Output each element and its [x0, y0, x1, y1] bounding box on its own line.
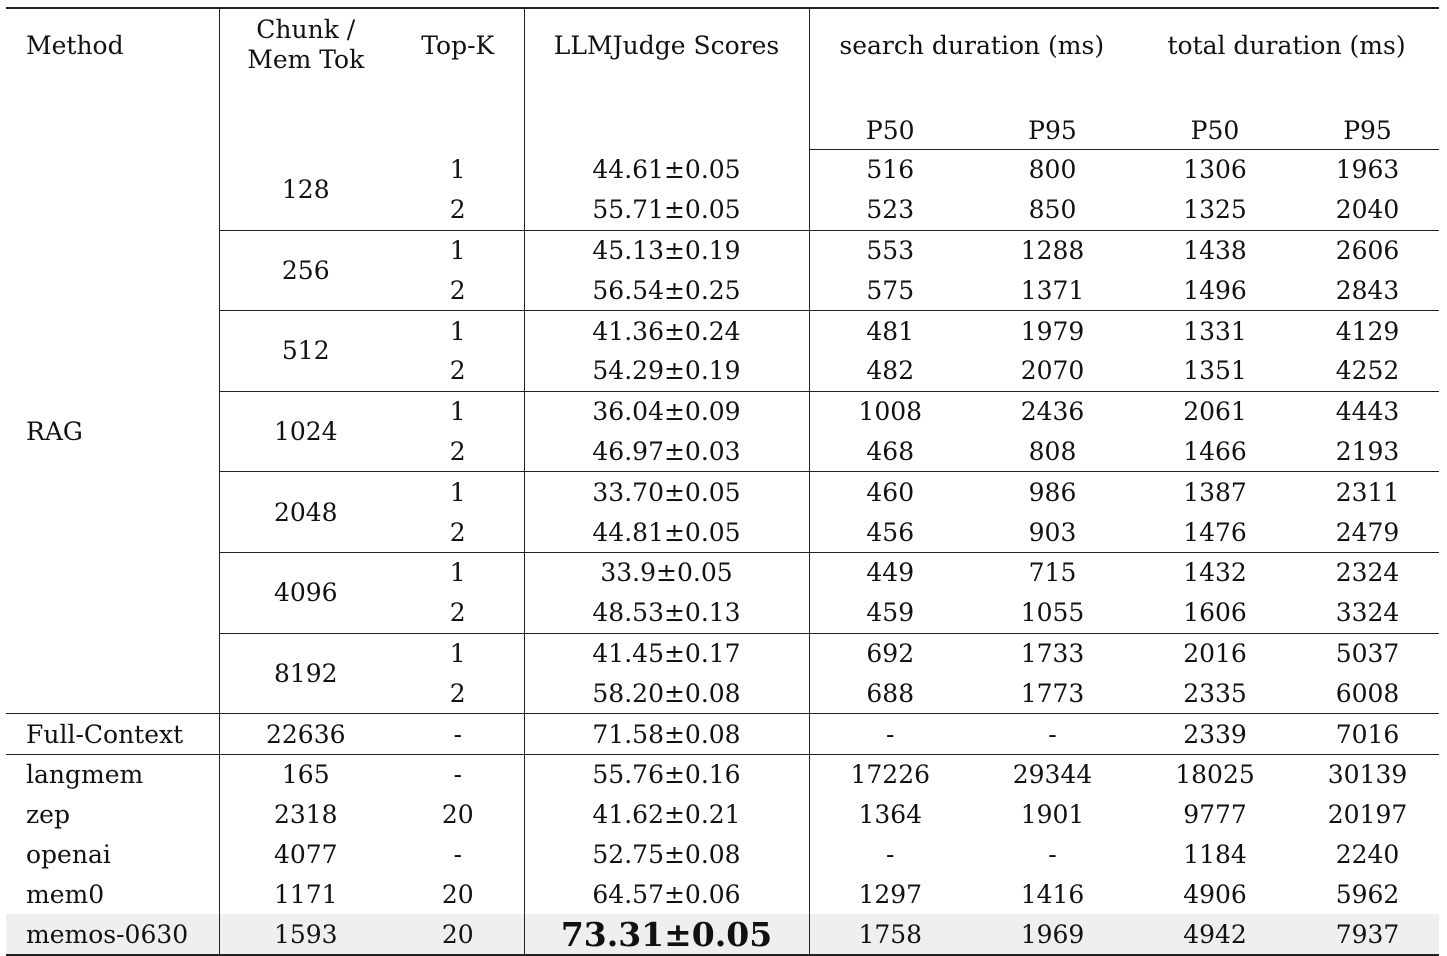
- total-p50: 1466: [1183, 436, 1247, 466]
- search-p50: 459: [866, 598, 915, 628]
- llmjudge-score: 41.36±0.24: [524, 311, 809, 351]
- method-name: mem0: [6, 874, 219, 914]
- search-p50: 575: [866, 275, 915, 305]
- llmjudge-score: 58.20±0.08: [524, 673, 809, 713]
- total-p50: 1325: [1183, 195, 1247, 225]
- total-p50: 2016: [1134, 633, 1296, 673]
- llmjudge-score: 71.58±0.08: [524, 714, 809, 755]
- header-search-p95: P95: [971, 111, 1134, 150]
- table-row: [6, 714, 1439, 755]
- total-p95: 4443: [1296, 391, 1439, 431]
- header-topk: Top-K: [392, 8, 524, 150]
- search-p95: 1773: [1020, 678, 1085, 708]
- total-p95: 2240: [1335, 839, 1400, 869]
- search-p95: 850: [1028, 195, 1077, 225]
- llmjudge-score: 55.71±0.05: [524, 190, 809, 230]
- table-row: [6, 795, 1439, 835]
- search-p50: 523: [866, 195, 915, 225]
- total-p95: 5962: [1335, 879, 1400, 909]
- topk-value: 1: [392, 472, 524, 512]
- method-name: langmem: [6, 754, 219, 794]
- table-row: [6, 150, 1439, 190]
- search-p50: 482: [866, 356, 915, 386]
- search-p50: -: [809, 714, 971, 755]
- llmjudge-score: 41.62±0.21: [524, 795, 809, 835]
- search-p50: 481: [809, 311, 971, 351]
- llmjudge-score: 46.97±0.03: [524, 432, 809, 472]
- search-p50: 516: [866, 155, 915, 185]
- search-p50: 1297: [858, 879, 923, 909]
- search-p50: -: [886, 839, 895, 869]
- topk-value: 1: [392, 391, 524, 431]
- table-body: [6, 150, 1439, 955]
- results-table-container: [6, 7, 1439, 956]
- search-p50: 17226: [809, 754, 971, 794]
- chunk-size: 4096: [219, 552, 392, 633]
- search-p95: 986: [971, 472, 1134, 512]
- topk-value: 1: [392, 230, 524, 270]
- search-p95: 1055: [1020, 598, 1085, 628]
- total-p50: 1351: [1183, 356, 1247, 386]
- total-p95: 2479: [1335, 517, 1400, 547]
- topk-value: 2: [392, 432, 524, 472]
- total-p95: 2606: [1296, 230, 1439, 270]
- search-p95: 808: [1028, 436, 1077, 466]
- total-p95: 7937: [1296, 914, 1439, 955]
- chunk-size: 1171: [273, 879, 338, 909]
- llmjudge-score: 55.76±0.16: [524, 754, 809, 794]
- topk-value: 20: [392, 914, 524, 955]
- total-p95: 5037: [1296, 633, 1439, 673]
- search-p95: 1901: [1020, 800, 1085, 830]
- llmjudge-score: 45.13±0.19: [524, 230, 809, 270]
- search-p95: 1979: [971, 311, 1134, 351]
- header-total-duration: total duration (ms): [1134, 8, 1439, 111]
- total-p50: 1331: [1134, 311, 1296, 351]
- search-p95: 1733: [971, 633, 1134, 673]
- topk-value: 2: [392, 351, 524, 391]
- total-p50: 9777: [1183, 800, 1247, 830]
- search-p95: 1969: [971, 914, 1134, 955]
- table-row: [6, 633, 1439, 673]
- total-p50: 1496: [1183, 275, 1247, 305]
- search-p95: -: [971, 714, 1134, 755]
- chunk-size: 1024: [219, 391, 392, 472]
- search-p50: 449: [809, 552, 971, 592]
- search-p95: 2436: [971, 391, 1134, 431]
- topk-value: 20: [392, 795, 524, 835]
- total-p95: 6008: [1335, 678, 1400, 708]
- topk-value: 2: [392, 512, 524, 552]
- method-name: openai: [6, 835, 219, 875]
- method-name: Full-Context: [6, 714, 219, 755]
- header-chunk-line2: Mem Tok: [247, 45, 365, 74]
- search-p50: 468: [866, 436, 915, 466]
- table-row: [6, 391, 1439, 431]
- total-p95: 4129: [1296, 311, 1439, 351]
- total-p50: 4906: [1183, 879, 1247, 909]
- chunk-size: 1593: [219, 914, 392, 955]
- total-p50: 1184: [1183, 839, 1247, 869]
- llmjudge-score: 41.45±0.17: [524, 633, 809, 673]
- llmjudge-score: 56.54±0.25: [524, 270, 809, 310]
- topk-value: 2: [392, 673, 524, 713]
- header-chunk-line1: Chunk /: [256, 15, 356, 44]
- total-p50: 2061: [1134, 391, 1296, 431]
- total-p50: 1606: [1183, 598, 1247, 628]
- llmjudge-score: 44.81±0.05: [524, 512, 809, 552]
- search-p50: 1008: [809, 391, 971, 431]
- total-p50: 4942: [1134, 914, 1296, 955]
- total-p50: 18025: [1134, 754, 1296, 794]
- chunk-size: 2048: [219, 472, 392, 553]
- chunk-size: 8192: [219, 633, 392, 714]
- search-p50: 1758: [809, 914, 971, 955]
- llmjudge-score: 33.9±0.05: [524, 552, 809, 592]
- llmjudge-score: 44.61±0.05: [524, 150, 809, 190]
- llmjudge-score: 36.04±0.09: [524, 391, 809, 431]
- total-p95: 4252: [1335, 356, 1400, 386]
- table-row: [6, 311, 1439, 351]
- total-p50: 2335: [1183, 678, 1247, 708]
- topk-value: 1: [392, 311, 524, 351]
- table-row: [6, 874, 1439, 914]
- search-p50: 460: [809, 472, 971, 512]
- total-p50: 1476: [1183, 517, 1247, 547]
- chunk-size: 256: [219, 230, 392, 311]
- search-p50: 692: [809, 633, 971, 673]
- search-p95: 1371: [1020, 275, 1085, 305]
- header-total-p95: P95: [1296, 111, 1439, 150]
- total-p50: 1306: [1183, 155, 1247, 185]
- table-row: [6, 914, 1439, 955]
- method-name: zep: [6, 795, 219, 835]
- header-search-duration: search duration (ms): [809, 8, 1134, 111]
- llmjudge-score: 48.53±0.13: [524, 593, 809, 633]
- search-p50: 553: [809, 230, 971, 270]
- total-p95: 7016: [1296, 714, 1439, 755]
- total-p95: 3324: [1335, 598, 1400, 628]
- chunk-size: 2318: [273, 800, 338, 830]
- table-row: [6, 754, 1439, 794]
- topk-value: 2: [392, 190, 524, 230]
- total-p50: 2339: [1134, 714, 1296, 755]
- llmjudge-score: 52.75±0.08: [524, 835, 809, 875]
- search-p95: -: [1048, 839, 1057, 869]
- topk-value: 2: [392, 593, 524, 633]
- total-p50: 1432: [1134, 552, 1296, 592]
- total-p50: 1387: [1134, 472, 1296, 512]
- total-p95: 2843: [1335, 275, 1400, 305]
- total-p50: 1438: [1134, 230, 1296, 270]
- chunk-size: 22636: [219, 714, 392, 755]
- search-p95: 903: [1028, 517, 1077, 547]
- total-p95: 1963: [1335, 155, 1400, 185]
- total-p95: 2311: [1296, 472, 1439, 512]
- search-p50: 1364: [858, 800, 923, 830]
- chunk-size: 4077: [273, 839, 338, 869]
- table-row: [6, 472, 1439, 512]
- topk-value: 1: [392, 150, 524, 190]
- total-p95: 20197: [1327, 800, 1408, 830]
- table-row: [6, 552, 1439, 592]
- total-p95: 2193: [1335, 436, 1400, 466]
- topk-value: 20: [392, 874, 524, 914]
- header-chunk: [219, 8, 392, 150]
- topk-value: -: [392, 754, 524, 794]
- search-p95: 715: [971, 552, 1134, 592]
- header-method: Method: [6, 8, 219, 150]
- search-p50: 456: [866, 517, 915, 547]
- search-p95: 2070: [1020, 356, 1085, 386]
- search-p95: 1288: [971, 230, 1134, 270]
- chunk-size: 165: [219, 754, 392, 794]
- method-rag: RAG: [6, 150, 219, 714]
- search-p95: 800: [1028, 155, 1077, 185]
- topk-value: -: [392, 714, 524, 755]
- table-header: [6, 8, 1439, 150]
- total-p95: 2324: [1296, 552, 1439, 592]
- llmjudge-score: 33.70±0.05: [524, 472, 809, 512]
- method-name: memos-0630: [6, 914, 219, 955]
- table-row: [6, 230, 1439, 270]
- llmjudge-score: 73.31±0.05: [524, 914, 809, 955]
- results-table: [6, 7, 1439, 956]
- topk-value: 2: [392, 270, 524, 310]
- topk-value: -: [392, 835, 524, 875]
- llmjudge-score: 54.29±0.19: [524, 351, 809, 391]
- topk-value: 1: [392, 552, 524, 592]
- header-llmjudge: LLMJudge Scores: [524, 8, 809, 150]
- search-p95: 29344: [971, 754, 1134, 794]
- total-p95: 2040: [1335, 195, 1400, 225]
- search-p50: 688: [866, 678, 915, 708]
- header-search-p50: P50: [809, 111, 971, 150]
- search-p95: 1416: [1020, 879, 1085, 909]
- total-p95: 30139: [1296, 754, 1439, 794]
- chunk-size: 512: [219, 311, 392, 392]
- chunk-size: 128: [281, 175, 330, 205]
- topk-value: 1: [392, 633, 524, 673]
- llmjudge-score: 64.57±0.06: [524, 874, 809, 914]
- table-row: [6, 835, 1439, 875]
- header-total-p50: P50: [1134, 111, 1296, 150]
